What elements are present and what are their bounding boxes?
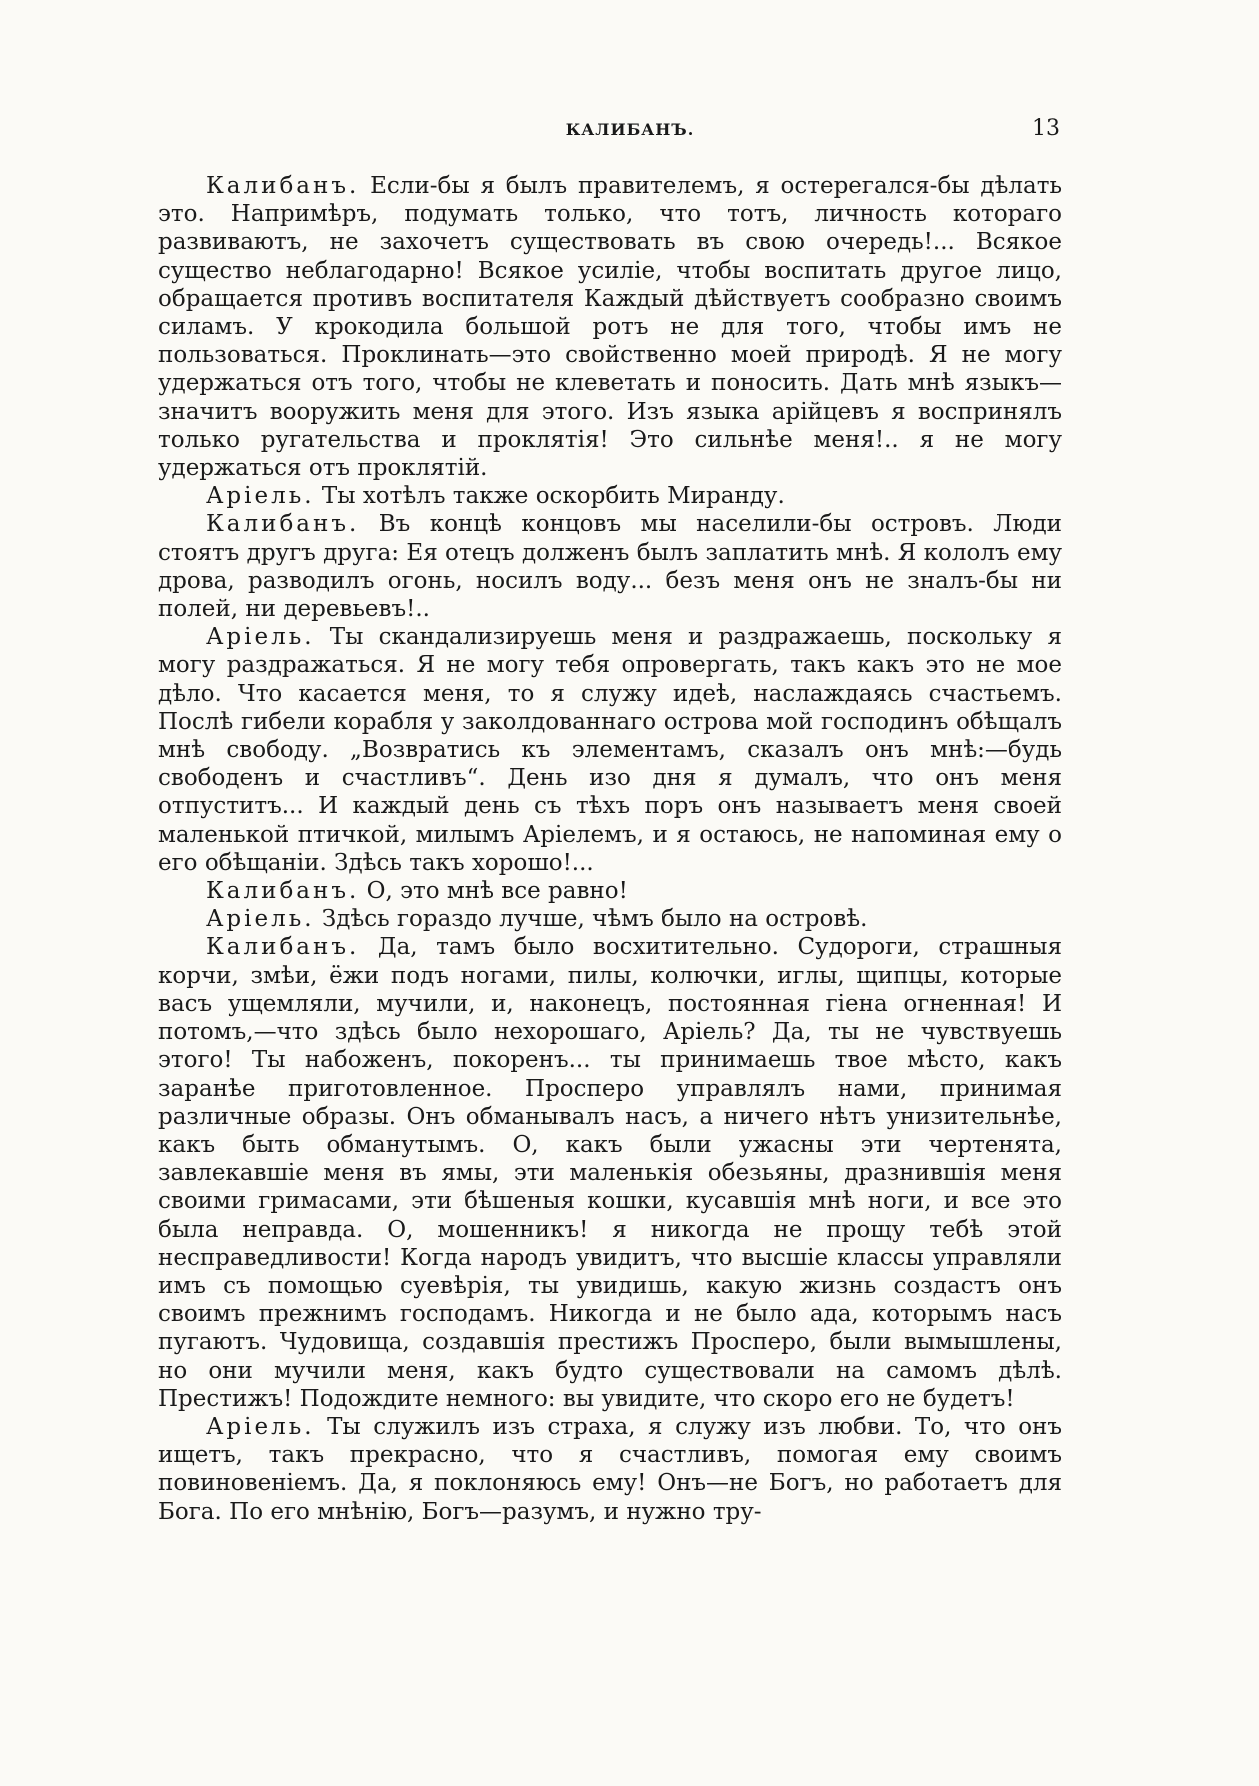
- speaker-name: Калибанъ.: [206, 878, 360, 905]
- paragraph: [158, 1413, 1062, 1526]
- running-title: КАЛИБАНЪ.: [565, 120, 695, 139]
- paragraph-text: Да, тамъ было восхитительно. Судороги, страшныя корчи, змѣи, ёжи подъ ногами, пилы, колючки, иглы, щипцы, которые васъ ущемляли, мучили, и, наконецъ, постоянная гіена огненная! И потомъ,—что здѣсь было нехорошаго, Аріель? Да, ты не чувствуешь этого! Ты набоженъ, покоренъ... ты принимаешь твое мѣсто, какъ заранѣе приготовленное. Просперо управлялъ нами, принимая различные образы. Онъ обманывалъ насъ, а ничего нѣтъ унизительнѣе, какъ быть обманутымъ. О, какъ были ужасны эти чертенята, завлекавшіе меня въ ямы, эти маленькія обезьяны, дразнившія меня своими гримасами, эти бѣшеныя кошки, кусавшія мнѣ ноги, и все это была неправда. О, мошенникъ! я никогда не прощу тебѣ этой несправедливости! Когда народъ увидитъ, что высшіе классы управляли имъ съ помощью суевѣрія, ты увидишь, какую жизнь создастъ онъ своимъ прежнимъ господамъ. Никогда и не было ада, которымъ насъ пугаютъ. Чудовища, создавшія престижъ Просперо, были вымышлены, но они мучили меня, какъ будто существовали на самомъ дѣлѣ. Престижъ! Подождите немного: вы увидите, что скоро его не будетъ!: [158, 934, 1062, 1412]
- body-text: [158, 172, 1062, 1526]
- paragraph: [158, 933, 1062, 1412]
- page-header: [200, 116, 1060, 150]
- speaker-name: Калибанъ.: [206, 511, 360, 538]
- speaker-name: Калибанъ.: [206, 173, 360, 199]
- paragraph: [158, 172, 1062, 482]
- speaker-name: Калибанъ.: [206, 934, 360, 961]
- speaker-name: Аріель.: [206, 906, 315, 933]
- paragraph: [158, 905, 1062, 933]
- paragraph-text: Ты скандализируешь меня и раздражаешь, поскольку я могу раздражаться. Я не могу тебя опровергать, такъ какъ это не мое дѣло. Что касается меня, то я служу идеѣ, наслаждаясь счастьемъ. Послѣ гибели корабля у заколдованнаго острова мой господинъ обѣщалъ мнѣ свободу. „Возвратись къ элементамъ, сказалъ онъ мнѣ:—будь свободенъ и счастливъ“. День изо дня я думалъ, что онъ меня отпуститъ... И каждый день съ тѣхъ поръ онъ называетъ меня своей маленькой птичкой, милымъ Аріелемъ, и я остаюсь, не напоминая ему о его обѣщаніи. Здѣсь такъ хорошо!...: [158, 624, 1062, 876]
- paragraph: [158, 482, 1062, 510]
- speaker-name: Аріель.: [206, 1413, 315, 1440]
- page-number: 13: [1032, 116, 1060, 141]
- speaker-name: Аріель.: [206, 483, 315, 510]
- speaker-name: Аріель.: [206, 624, 315, 651]
- paragraph: [158, 623, 1062, 877]
- paragraph-text: О, это мнѣ все равно!: [366, 878, 628, 905]
- paragraph-text: Въ концѣ концовъ мы населили-бы островъ. Люди стоятъ другъ друга: Ея отецъ долженъ былъ заплатить мнѣ. Я кололъ ему дрова, разводилъ огонь, носилъ воду... безъ меня онъ не зналъ-бы ни полей, ни деревьевъ!..: [158, 511, 1063, 623]
- paragraph-text: Если-бы я былъ правителемъ, я остерегался-бы дѣлать это. Напримѣръ, подумать только, что тотъ, личность котораго развиваютъ, не захочетъ существовать въ свою очередь!... Всякое существо неблагодарно! Всякое усиліе, чтобы воспитать другое лицо, обращается противъ воспитателя Каждый дѣйствуетъ сообразно своимъ силамъ. У крокодила большой ротъ не для того, чтобы имъ не пользоваться. Проклинать—это свойственно моей природѣ. Я не могу удержаться отъ того, чтобы не клеветать и поносить. Дать мнѣ языкъ—значитъ вооружить меня для этого. Изъ языка арійцевъ я воспринялъ только ругательства и проклятія! Это сильнѣе меня!.. я не могу удержаться отъ проклятій.: [158, 173, 1062, 482]
- paragraph: [158, 510, 1062, 623]
- paragraph-text: Ты служилъ изъ страха, я служу изъ любви. То, что онъ ищетъ, такъ прекрасно, что я счастливъ, помогая ему своимъ повиновеніемъ. Да, я поклоняюсь ему! Онъ—не Богъ, но работаетъ для Бога. По его мнѣнію, Богъ—разумъ, и нужно тру-: [158, 1413, 1062, 1525]
- paragraph-text: Здѣсь гораздо лучше, чѣмъ было на островѣ.: [321, 906, 868, 933]
- paragraph: [158, 877, 1062, 905]
- paragraph-text: Ты хотѣлъ также оскорбить Миранду.: [321, 483, 785, 510]
